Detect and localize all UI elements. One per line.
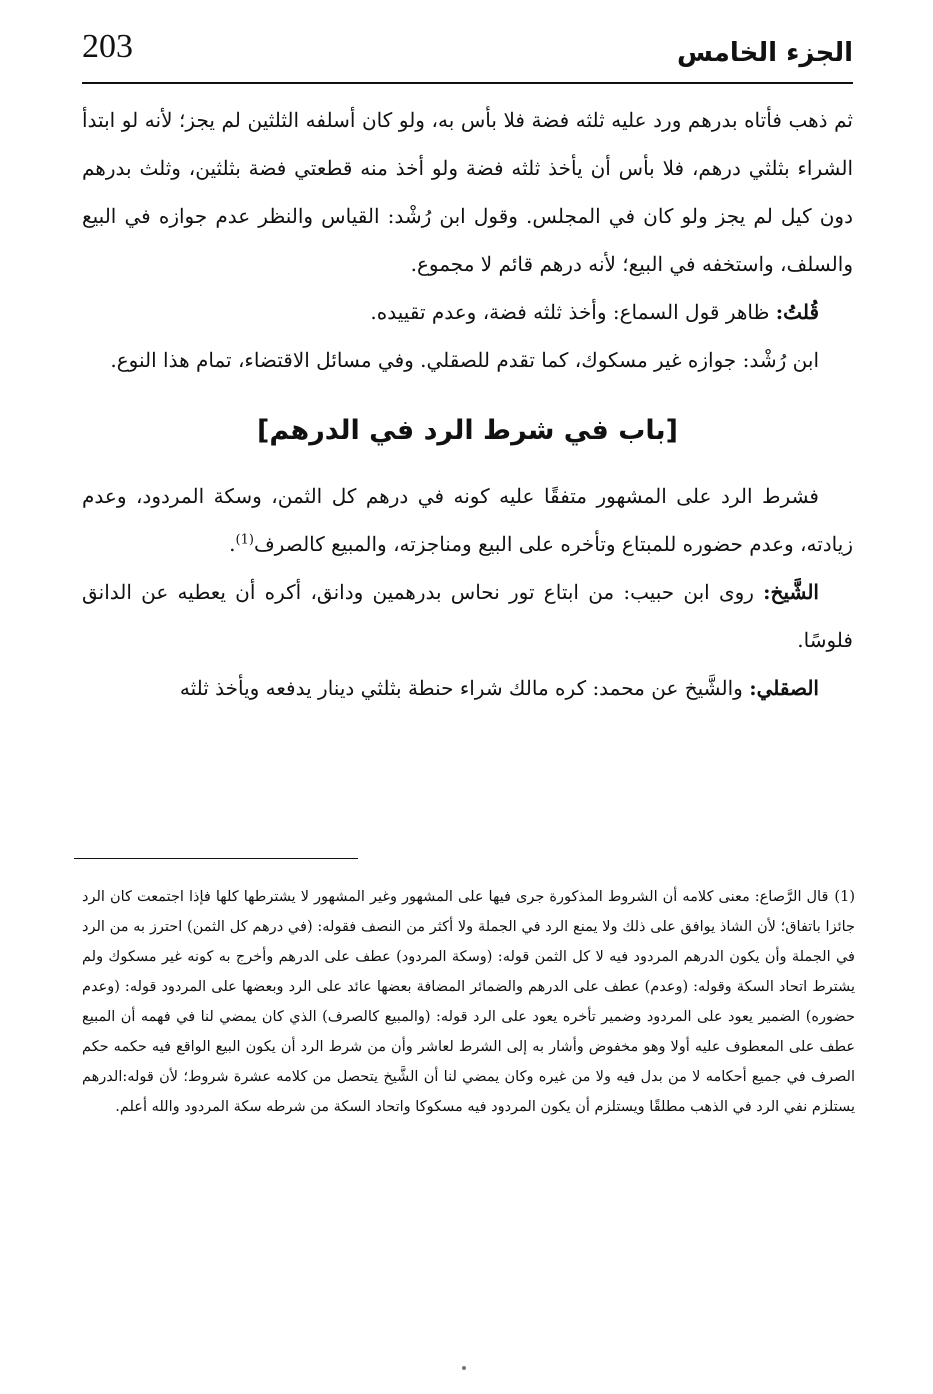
paragraph [82, 288, 853, 336]
chapter-heading: [باب في شرط الرد في الدرهم] [257, 415, 678, 446]
paragraph-text: فشرط الرد على المشهور متفقًا عليه كونه في درهم كل الثمن، وسكة المردود، وعدم زيادته، وعدم حضوره للمبتاع وتأخره على البيع ومناجزته، والمبيع كالصرف [82, 484, 853, 556]
footnote [82, 882, 855, 1122]
paragraph [82, 664, 853, 712]
paragraph-text: والشَّيخ عن محمد: كره مالك شراء حنطة بثلثي دينار يدفعه ويأخذ ثلثه [179, 676, 750, 700]
page-speck [462, 1366, 466, 1370]
paragraph-text: روى ابن حبيب: من ابتاع تور نحاس بدرهمين ودانق، أكره أن يعطيه عن الدانق فلوسًا. [82, 580, 853, 652]
paragraph-lead: الصقلي: [749, 676, 819, 700]
paragraph [82, 568, 853, 664]
footnote-number: (1) [834, 889, 855, 905]
paragraph: ابن رُشْد: جوازه غير مسكوك، كما تقدم للصقلي. وفي مسائل الاقتضاء، تمام هذا النوع. [110, 348, 819, 372]
main-text [82, 96, 853, 712]
paragraph [82, 472, 853, 568]
footnotes [82, 882, 855, 1122]
page-header [82, 26, 853, 84]
page-number: 203 [82, 28, 133, 65]
paragraph-lead: الشَّيخ: [763, 580, 819, 604]
paragraph-end: . [229, 532, 236, 556]
footnote-reference[interactable]: (1) [235, 532, 254, 548]
footnote-separator [74, 858, 358, 859]
paragraph-text: ظاهر قول السماع: وأخذ ثلثه فضة، وعدم تقييده. [370, 300, 776, 324]
footnote-text: قال الرَّصاع: معنى كلامه أن الشروط المذكورة جرى فيها على المشهور وغير المشهور لا يشترطها كلها فإذا اجتمعت كان الرد جائزا باتفاق؛ لأن الشاذ يوافق على ذلك ولا يمنع الرد في الجملة ولا أكثر من النصف فقوله: (في درهم كل الثمن) احترز به من الرد في الجملة وأن يكون الدرهم المردود فيه لا كل الثمن قوله: (وسكة المردود) عطف على الدرهم وأخرج به كونه غير مسكوك ولم يشترط اتحاد السكة وقوله: (وعدم) عطف على الدرهم والضمائر المضافة بعضها عائد على الرد وبعضها على المردود قوله: (وعدم حضوره) الضمير يعود على المردود وضمير تأخره يعود على الرد قوله: (والمبيع كالصرف) الذي كان يمضي لنا في فهمه أن المبيع عطف على المعطوف عليه أولا وهو مخفوض وأشار به إلى الشرط لعاشر وأن من شرط الرد أن يكون البيع الواقع فيه حكمه حكم الصرف في جميع أحكامه لا من بدل فيه ولا من غيره وكان يمضي لنا أن الشَّيخ يتحصل من كلامه عشرة شروط؛ لأن قوله:الدرهم يستلزم نفي الرد في الذهب مطلقًا ويستلزم أن يكون المردود فيه مسكوكا واتحاد السكة من شرطه سكة المردود والله أعلم. [82, 889, 855, 1115]
paragraph-lead: قُلتُ: [775, 300, 819, 324]
running-title: الجزء الخامس [677, 38, 853, 68]
paragraph: ثم ذهب فأتاه بدرهم ورد عليه ثلثه فضة فلا بأس به، ولو كان أسلفه الثلثين لم يجز؛ لأنه لو ابتدأ الشراء بثلثي درهم، فلا بأس أن يأخذ ثلثه فضة ولو أخذ منه قطعتي فضة بثلثين، وثلث بدرهم دون كيل لم يجز ولو كان في المجلس. وقول ابن رُشْد: القياس والنظر عدم جوازه في البيع والسلف، واستخفه في البيع؛ لأنه درهم قائم لا مجموع. [82, 108, 853, 276]
